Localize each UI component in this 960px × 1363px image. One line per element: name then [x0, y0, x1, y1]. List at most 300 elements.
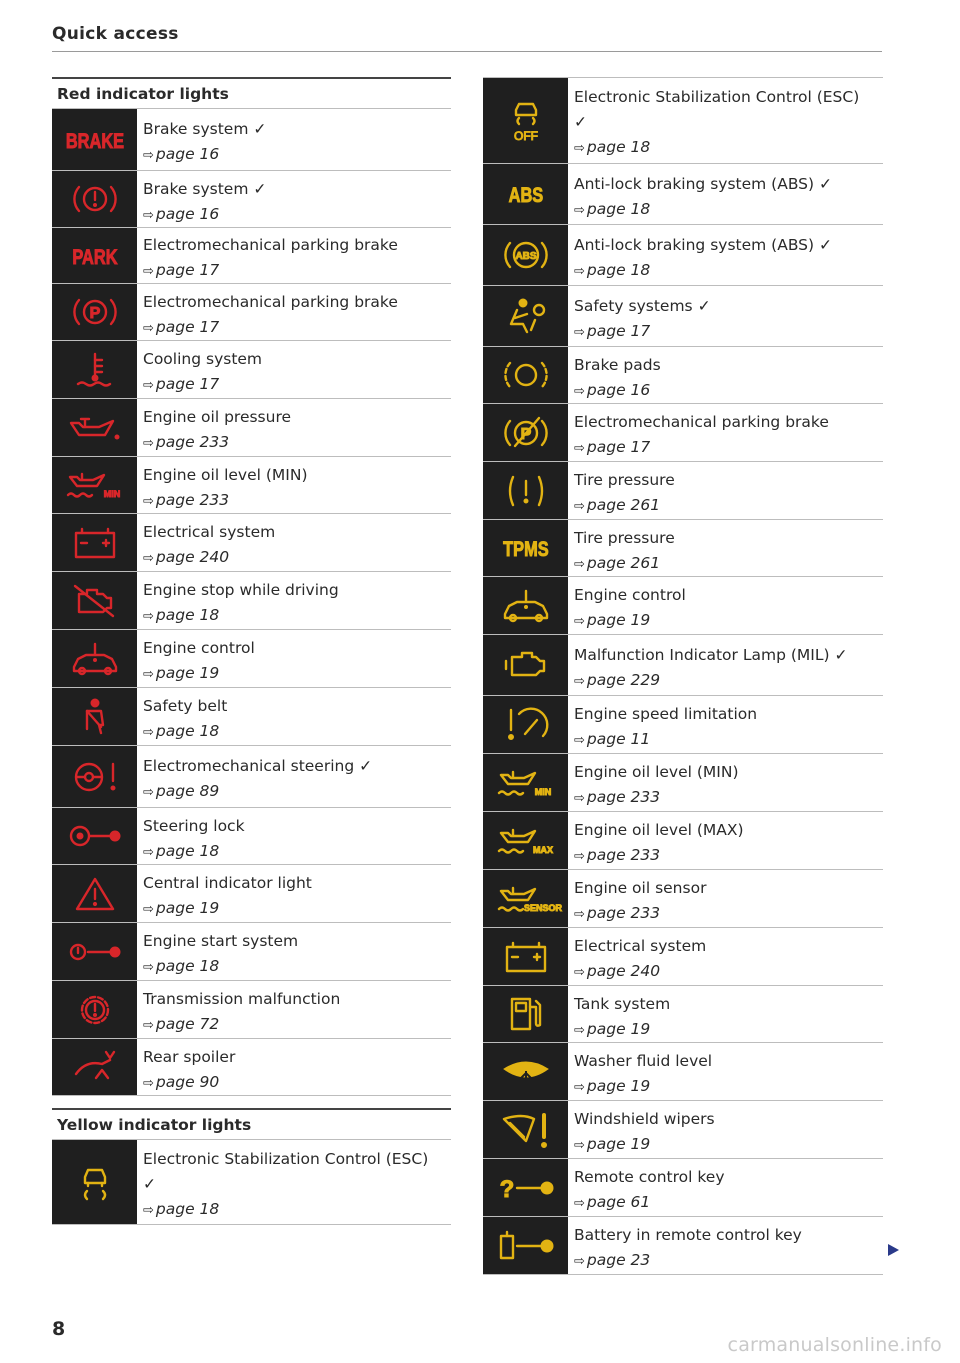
remote-key-question-icon — [483, 1159, 568, 1216]
page-reference: page 16 — [155, 145, 220, 163]
indicator-label: Tire pressure — [574, 528, 675, 547]
indicator-row — [483, 225, 883, 286]
indicator-description — [137, 1039, 451, 1095]
arrow-right-icon: ⇨ — [143, 264, 154, 279]
page-reference-link[interactable] — [143, 1197, 451, 1223]
arrow-right-icon: ⇨ — [574, 1022, 585, 1038]
checkmark-icon: ✓ — [574, 113, 587, 131]
indicator-label-line — [143, 1045, 451, 1070]
indicator-label: Engine start system — [143, 932, 299, 950]
indicator-row — [52, 457, 451, 514]
indicator-label: Electrical system — [143, 523, 276, 541]
battery-icon — [483, 928, 568, 985]
oil-sensor-icon — [483, 870, 568, 927]
watermark: carmanualsonline.info — [727, 1334, 942, 1356]
page-reference-link[interactable] — [143, 315, 451, 341]
indicator-description — [137, 228, 451, 283]
indicator-description — [568, 1101, 883, 1158]
indicator-description — [568, 520, 883, 576]
tpms-text-icon — [483, 520, 568, 576]
arrow-right-icon: ⇨ — [143, 844, 154, 860]
page-reference-link[interactable] — [574, 727, 883, 753]
checkmark-icon: ✓ — [819, 235, 832, 254]
indicator-label-line — [574, 992, 883, 1017]
indicator-row — [483, 635, 883, 696]
indicator-description — [568, 164, 883, 224]
brake-circle-exclamation-icon-graphic — [70, 179, 120, 219]
page-reference: page 90 — [155, 1072, 220, 1091]
battery-icon — [52, 514, 137, 571]
page-reference-link[interactable] — [143, 719, 451, 745]
indicator-description — [568, 1217, 883, 1274]
indicator-description — [137, 688, 451, 745]
engine-start-key-icon — [52, 923, 137, 980]
indicator-description — [568, 577, 883, 634]
steering-lock-key-icon-graphic — [66, 820, 124, 852]
indicator-row — [483, 164, 883, 225]
page-reference: page 19 — [586, 611, 651, 629]
svg-text:BRAKE: BRAKE — [65, 128, 124, 152]
indicator-description — [568, 928, 883, 985]
indicator-label: Engine stop while driving — [143, 581, 339, 599]
page-reference: page 11 — [586, 730, 651, 748]
indicator-label: Safety systems — [574, 296, 693, 315]
tire-pressure-icon-graphic — [501, 471, 551, 511]
page-reference: page 261 — [586, 496, 661, 514]
indicator-row — [483, 1101, 883, 1159]
indicator-row — [483, 462, 883, 520]
page-reference-link[interactable] — [574, 843, 883, 869]
indicator-row — [483, 286, 883, 347]
svg-text:ABS: ABS — [514, 251, 537, 262]
page-reference-link[interactable] — [574, 135, 883, 161]
seat-belt-icon-graphic — [75, 697, 115, 737]
indicator-label-line — [143, 347, 451, 372]
indicator-description — [568, 1159, 883, 1216]
indicator-label: Electromechanical parking brake — [574, 413, 829, 431]
indicator-description — [137, 341, 451, 398]
seat-belt-icon — [52, 688, 137, 745]
page-reference: page 229 — [586, 670, 661, 689]
indicator-description — [568, 870, 883, 927]
parking-brake-p-icon — [52, 284, 137, 340]
airbag-icon-graphic — [501, 296, 551, 336]
indicator-label: Electromechanical parking brake — [143, 236, 398, 254]
arrow-right-icon: ⇨ — [143, 320, 154, 336]
svg-text:P: P — [520, 425, 531, 443]
page-reference: page 16 — [155, 204, 220, 223]
indicator-label: Rear spoiler — [143, 1047, 236, 1066]
brake-text-icon — [52, 109, 137, 170]
yellow-indicator-list — [52, 1140, 451, 1225]
arrow-right-icon: ⇨ — [574, 141, 585, 156]
arrow-right-icon: ⇨ — [574, 1254, 585, 1269]
indicator-row — [52, 923, 451, 981]
page-reference-link[interactable] — [143, 202, 451, 228]
indicator-description — [137, 865, 451, 922]
indicator-label-line — [143, 754, 451, 779]
indicator-label: Steering lock — [143, 816, 245, 835]
abs-circle-icon-graphic — [501, 235, 551, 275]
arrow-right-icon: ⇨ — [143, 436, 154, 451]
indicator-label-line — [143, 463, 451, 488]
page-reference: page 89 — [155, 782, 220, 800]
page-reference: page 61 — [586, 1193, 651, 1211]
page-reference: page 233 — [155, 490, 230, 509]
battery-icon-graphic — [501, 939, 551, 975]
indicator-row — [483, 812, 883, 870]
indicator-row — [483, 870, 883, 928]
page-reference: page 17 — [586, 321, 651, 340]
checkmark-icon: ✓ — [819, 174, 832, 193]
indicator-row — [483, 696, 883, 754]
indicator-description — [568, 404, 883, 461]
park-text-icon-graphic — [60, 241, 130, 271]
indicator-label-line — [574, 760, 883, 785]
arrow-right-icon: ⇨ — [574, 733, 585, 748]
remote-key-question-icon-graphic — [495, 1171, 557, 1205]
indicator-row — [483, 347, 883, 404]
steering-wheel-exclamation-icon-graphic — [69, 758, 121, 796]
oil-level-max-icon — [483, 812, 568, 869]
abs-text-icon — [483, 164, 568, 224]
indicator-label: Cooling system — [143, 350, 263, 368]
indicator-label-line — [143, 871, 451, 896]
indicator-description — [137, 808, 451, 864]
page-reference-link[interactable] — [143, 896, 451, 922]
arrow-right-icon: ⇨ — [574, 441, 585, 456]
arrow-right-icon: ⇨ — [574, 614, 585, 629]
indicator-label-line — [143, 290, 451, 315]
key-battery-icon-graphic — [495, 1228, 557, 1264]
indicator-row — [483, 1043, 883, 1101]
indicator-row — [52, 341, 451, 399]
washer-fluid-icon-graphic — [500, 1055, 552, 1089]
steering-wheel-exclamation-icon — [52, 746, 137, 807]
brake-pads-icon-graphic — [501, 355, 551, 395]
brake-pads-icon — [483, 347, 568, 403]
fuel-pump-icon-graphic — [504, 993, 548, 1035]
page-reference-link[interactable] — [574, 435, 883, 461]
arrow-right-icon: ⇨ — [574, 1196, 585, 1211]
indicator-description — [568, 754, 883, 811]
indicator-row — [52, 630, 451, 688]
indicator-label: Anti-lock braking system (ABS) — [574, 235, 815, 254]
page-reference-link[interactable] — [143, 430, 451, 456]
svg-text:TPMS: TPMS — [502, 537, 549, 561]
indicator-label-line — [574, 702, 883, 727]
indicator-description — [137, 572, 451, 629]
indicator-row — [52, 109, 451, 171]
indicator-label-line — [574, 1165, 883, 1190]
indicator-label-line — [574, 353, 883, 378]
parking-brake-p-icon-graphic — [70, 292, 120, 332]
indicator-label-line — [143, 520, 451, 545]
page-reference-link[interactable] — [143, 839, 451, 865]
page-reference: page 18 — [586, 260, 651, 279]
page-reference: page 18 — [155, 722, 220, 740]
page-reference: page 19 — [155, 899, 220, 917]
indicator-description — [568, 986, 883, 1042]
car-exclamation-icon-graphic — [499, 588, 553, 624]
indicator-label: Engine oil pressure — [143, 408, 292, 426]
brake-text-icon-graphic — [60, 125, 130, 155]
page-reference: page 19 — [586, 1019, 651, 1038]
steering-lock-key-icon — [52, 808, 137, 864]
indicator-label-line — [574, 1223, 883, 1248]
indicator-label: Windshield wipers — [574, 1110, 715, 1128]
esc-off-icon-graphic — [506, 98, 546, 144]
page-reference-link[interactable] — [143, 258, 451, 284]
page-reference-link[interactable] — [574, 1248, 883, 1274]
page-reference: page 233 — [586, 904, 661, 922]
indicator-description — [568, 286, 883, 346]
page-reference-link[interactable] — [574, 668, 883, 694]
indicator-description — [137, 981, 451, 1038]
tire-pressure-icon — [483, 462, 568, 519]
indicator-row — [52, 746, 451, 808]
arrow-right-icon: ⇨ — [143, 785, 154, 800]
indicator-label-line — [143, 578, 451, 603]
page-reference-link[interactable] — [574, 901, 883, 927]
arrow-right-icon: ⇨ — [574, 1138, 585, 1153]
indicator-description — [568, 347, 883, 403]
page-reference-link[interactable] — [143, 954, 451, 980]
parking-brake-slash-icon-graphic — [501, 413, 551, 453]
arrow-right-icon: ⇨ — [574, 263, 585, 279]
esc-off-icon — [483, 78, 568, 163]
page-reference-link[interactable] — [143, 545, 451, 571]
indicator-row — [483, 404, 883, 462]
parking-brake-slash-icon — [483, 404, 568, 461]
indicator-label: Brake pads — [574, 355, 661, 374]
page-reference-link[interactable] — [143, 372, 451, 398]
indicator-label: Tank system — [574, 994, 671, 1013]
battery-icon-graphic — [70, 525, 120, 561]
page-reference-link[interactable] — [574, 1190, 883, 1216]
page-reference-link[interactable] — [143, 661, 451, 687]
page-reference-link[interactable] — [574, 1017, 883, 1043]
page-reference: page 19 — [155, 664, 220, 682]
oil-level-min-icon-graphic — [64, 467, 126, 503]
page-reference-link[interactable] — [574, 378, 883, 404]
arrow-right-icon: ⇨ — [574, 202, 585, 218]
indicator-row — [52, 1039, 451, 1096]
page-reference-link[interactable] — [143, 1012, 451, 1038]
indicator-description — [137, 457, 451, 513]
indicator-row — [52, 171, 451, 228]
arrow-right-icon: ⇨ — [143, 493, 154, 509]
arrow-right-icon: ⇨ — [143, 1203, 154, 1218]
checkmark-icon: ✓ — [697, 296, 711, 315]
coolant-temperature-icon — [52, 341, 137, 398]
indicator-row — [483, 1217, 883, 1275]
wiper-exclamation-icon — [483, 1101, 568, 1158]
esc-car-skid-icon-graphic — [75, 1161, 115, 1203]
page-reference-link[interactable] — [574, 608, 883, 634]
brake-circle-exclamation-icon — [52, 171, 137, 227]
arrow-right-icon: ⇨ — [143, 1018, 154, 1033]
indicator-label-line — [574, 294, 883, 319]
svg-text:ABS: ABS — [508, 183, 543, 207]
page-reference-link[interactable] — [574, 197, 883, 223]
arrow-right-icon: ⇨ — [143, 378, 154, 393]
page-reference-link[interactable] — [143, 779, 451, 805]
page-reference: page 16 — [586, 380, 651, 399]
indicator-description — [137, 109, 451, 170]
indicator-label: Transmission malfunction — [143, 990, 341, 1008]
indicator-label: Safety belt — [143, 697, 228, 715]
svg-text:OFF: OFF — [513, 128, 538, 143]
arrow-right-icon: ⇨ — [143, 609, 154, 624]
page-reference-link[interactable] — [574, 1074, 883, 1100]
arrow-right-icon: ⇨ — [574, 556, 585, 572]
page-reference-link[interactable] — [143, 1070, 451, 1096]
indicator-row — [483, 754, 883, 812]
indicator-label: Electronic Stabilization Control (ESC) — [143, 1150, 429, 1168]
indicator-description — [568, 1043, 883, 1100]
arrow-right-icon: ⇨ — [143, 725, 154, 740]
page-reference-link[interactable] — [574, 785, 883, 811]
indicator-label-line — [574, 583, 883, 608]
checkmark-icon: ✓ — [143, 1175, 156, 1193]
indicator-description — [568, 812, 883, 869]
arrow-right-icon: ⇨ — [574, 1080, 585, 1095]
car-exclamation-icon-graphic — [68, 641, 122, 677]
indicator-row — [52, 865, 451, 923]
indicator-label: Brake system — [143, 179, 249, 198]
check-engine-icon-graphic — [500, 647, 552, 683]
indicator-row — [483, 577, 883, 635]
esc-car-skid-icon — [52, 1140, 137, 1224]
page-reference-link[interactable] — [143, 142, 451, 168]
indicator-description — [137, 923, 451, 980]
page-reference-link[interactable] — [574, 493, 883, 519]
page-reference: page 240 — [155, 548, 230, 566]
page-reference: page 233 — [155, 433, 230, 451]
indicator-label: Engine speed limitation — [574, 705, 758, 723]
arrow-right-icon: ⇨ — [574, 383, 585, 399]
page-reference-link[interactable] — [574, 959, 883, 985]
indicator-label-line — [143, 405, 451, 430]
indicator-row — [52, 514, 451, 572]
fuel-pump-icon — [483, 986, 568, 1042]
red-indicator-list — [52, 109, 451, 1096]
indicator-label: Malfunction Indicator Lamp (MIL) — [574, 645, 830, 664]
speed-limit-gauge-icon — [483, 696, 568, 753]
page-reference: page 18 — [586, 199, 651, 218]
indicator-label-line — [574, 818, 883, 843]
rear-spoiler-icon — [52, 1039, 137, 1095]
abs-text-icon-graphic — [491, 179, 561, 209]
page-reference-link[interactable] — [574, 551, 883, 577]
indicator-label-line — [143, 233, 451, 258]
checkmark-icon: ✓ — [253, 120, 267, 138]
page-reference: page 17 — [155, 317, 220, 336]
indicator-label-line — [143, 929, 451, 954]
key-battery-icon — [483, 1217, 568, 1274]
indicator-label: Electronic Stabilization Control (ESC) — [574, 88, 860, 106]
page-reference: page 17 — [155, 261, 220, 279]
indicator-label: Engine oil level (MAX) — [574, 821, 744, 839]
page-reference: page 18 — [155, 606, 220, 624]
oil-level-max-icon-graphic — [495, 823, 557, 859]
arrow-right-icon: ⇨ — [143, 207, 154, 223]
next-page-arrow-icon[interactable] — [886, 1243, 900, 1257]
indicator-label: Central indicator light — [143, 874, 312, 892]
page-reference-link[interactable] — [143, 603, 451, 629]
indicator-row — [52, 688, 451, 746]
indicator-label: Anti-lock braking system (ABS) — [574, 174, 815, 193]
svg-text:P: P — [89, 305, 100, 322]
indicator-row — [483, 928, 883, 986]
indicator-row — [483, 520, 883, 577]
page-reference: page 18 — [155, 957, 220, 975]
indicator-description — [568, 462, 883, 519]
indicator-label-line — [574, 526, 883, 551]
checkmark-line — [143, 1172, 451, 1197]
indicator-label: Washer fluid level — [574, 1052, 713, 1070]
indicator-label-line — [143, 814, 451, 839]
car-exclamation-icon — [52, 630, 137, 687]
svg-text:MIN: MIN — [103, 489, 120, 499]
page-reference-link[interactable] — [574, 258, 883, 284]
indicator-label-line — [143, 117, 451, 142]
indicator-label-line — [574, 233, 883, 258]
indicator-row — [52, 572, 451, 630]
indicator-label-line — [574, 934, 883, 959]
svg-text:?: ? — [499, 1175, 514, 1203]
indicator-row — [483, 986, 883, 1043]
indicator-label: Remote control key — [574, 1168, 725, 1186]
page-reference: page 261 — [586, 553, 661, 572]
indicator-row — [52, 228, 451, 284]
airbag-icon — [483, 286, 568, 346]
indicator-label-line — [143, 987, 451, 1012]
rear-spoiler-icon-graphic — [70, 1048, 120, 1086]
coolant-temperature-icon-graphic — [72, 350, 118, 390]
header-rule — [52, 51, 882, 52]
yellow-section-title: Yellow indicator lights — [52, 1108, 451, 1140]
page-reference-link[interactable] — [574, 319, 883, 345]
warning-triangle-icon-graphic — [73, 875, 117, 913]
indicator-description — [568, 78, 883, 163]
indicator-description — [137, 746, 451, 807]
arrow-right-icon: ⇨ — [143, 667, 154, 682]
oil-sensor-icon-graphic — [495, 881, 562, 917]
indicator-description — [568, 635, 883, 695]
indicator-label-line — [574, 643, 883, 668]
indicator-label: Engine oil level (MIN) — [143, 465, 308, 484]
tpms-text-icon-graphic — [491, 533, 561, 563]
yellow-indicator-list-continued — [483, 77, 883, 1275]
checkmark-icon: ✓ — [253, 179, 267, 198]
page-reference-link[interactable] — [574, 1132, 883, 1158]
indicator-row — [52, 399, 451, 457]
arrow-right-icon: ⇨ — [574, 907, 585, 922]
indicator-label: Electromechanical parking brake — [143, 292, 398, 311]
indicator-description — [137, 1140, 451, 1224]
indicator-label: Engine oil sensor — [574, 879, 707, 897]
svg-text:MAX: MAX — [532, 844, 553, 855]
page-reference: page 233 — [586, 846, 661, 864]
page-number: 8 — [52, 1318, 66, 1340]
page-reference: page 19 — [586, 1135, 651, 1153]
engine-stop-icon-graphic — [69, 582, 121, 620]
page-reference-link[interactable] — [143, 488, 451, 514]
svg-text:MIN: MIN — [534, 786, 551, 797]
arrow-right-icon: ⇨ — [143, 551, 154, 566]
